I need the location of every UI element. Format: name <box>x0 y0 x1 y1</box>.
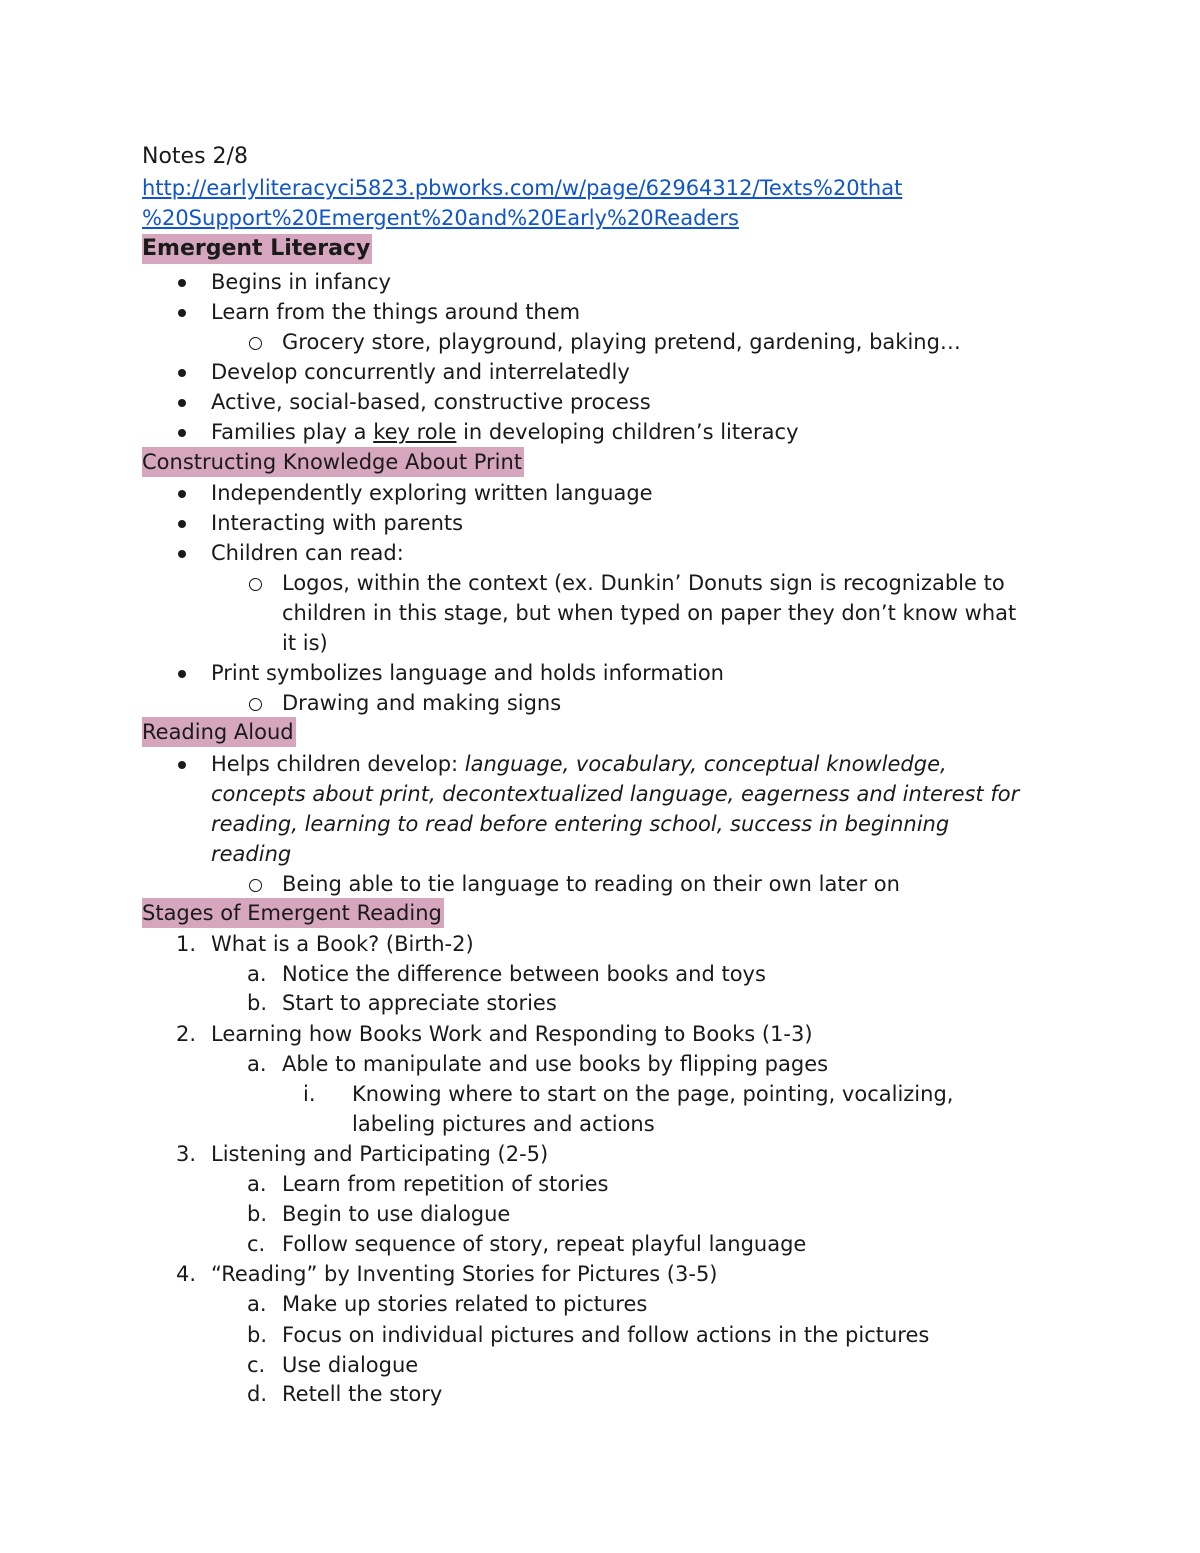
list-subitem: Drawing and making signs <box>282 691 562 715</box>
list-item-continued: reading, learning to read before entering school, success in beginning <box>211 812 950 836</box>
heading-reading-aloud: Reading Aloud <box>142 717 296 747</box>
list-item: Begins in infancy <box>211 270 391 294</box>
list-item-continued: reading <box>211 842 292 866</box>
bullet-icon <box>178 670 186 678</box>
list-item: Children can read: <box>211 541 404 565</box>
page-title: Notes 2/8 <box>142 144 248 169</box>
list-letter: d. <box>247 1382 268 1406</box>
bullet-icon <box>178 429 186 437</box>
list-item: Listening and Participating (2-5) <box>211 1142 549 1166</box>
list-subitem: Focus on individual pictures and follow actions in the pictures <box>282 1323 930 1347</box>
heading-emergent-literacy: Emergent Literacy <box>142 234 372 264</box>
bullet-icon <box>178 309 186 317</box>
list-subsubitem-continued: labeling pictures and actions <box>352 1112 655 1136</box>
list-subitem: Logos, within the context (ex. Dunkin’ Donuts sign is recognizable to <box>282 571 1005 595</box>
list-number: 2. <box>176 1022 197 1046</box>
list-item: Learning how Books Work and Responding to Books (1-3) <box>211 1022 813 1046</box>
list-subitem: Follow sequence of story, repeat playful language <box>282 1232 807 1256</box>
heading-stages: Stages of Emergent Reading <box>142 898 444 928</box>
heading-constructing-knowledge: Constructing Knowledge About Print <box>142 447 524 477</box>
list-item: “Reading” by Inventing Stories for Pictures (3-5) <box>211 1262 718 1286</box>
bullet-icon <box>178 550 186 558</box>
list-subitem-continued: it is) <box>282 631 328 655</box>
list-letter: a. <box>247 1172 267 1196</box>
hollow-bullet-icon <box>249 578 262 591</box>
bullet-icon <box>178 761 186 769</box>
list-item-text: Families play a <box>211 420 374 444</box>
list-subitem: Use dialogue <box>282 1353 419 1377</box>
list-item: Interacting with parents <box>211 511 464 535</box>
source-link-line-2[interactable]: %20Support%20Emergent%20and%20Early%20Readers <box>142 206 739 230</box>
list-subitem: Grocery store, playground, playing pretend, gardening, baking… <box>282 330 961 354</box>
bullet-icon <box>178 279 186 287</box>
list-letter: b. <box>247 1323 268 1347</box>
list-number: 1. <box>176 932 197 956</box>
bullet-icon <box>178 369 186 377</box>
underlined-text: key role <box>373 420 457 444</box>
hollow-bullet-icon <box>249 879 262 892</box>
list-item: Print symbolizes language and holds information <box>211 661 724 685</box>
list-letter: a. <box>247 962 267 986</box>
list-letter: a. <box>247 1052 267 1076</box>
list-item: Independently exploring written language <box>211 481 653 505</box>
list-subitem: Retell the story <box>282 1382 443 1406</box>
bullet-icon <box>178 399 186 407</box>
list-item <box>211 417 799 447</box>
list-item: Active, social-based, constructive process <box>211 390 651 414</box>
list-letter: a. <box>247 1292 267 1316</box>
list-subitem: Notice the difference between books and toys <box>282 962 766 986</box>
hollow-bullet-icon <box>249 698 262 711</box>
list-subitem: Make up stories related to pictures <box>282 1292 648 1316</box>
list-item-text: Helps children develop: <box>211 752 465 776</box>
list-roman: i. <box>303 1082 316 1106</box>
list-subitem: Able to manipulate and use books by flipping pages <box>282 1052 829 1076</box>
bullet-icon <box>178 520 186 528</box>
list-item-continued: concepts about print, decontextualized language, eagerness and interest for <box>211 782 1020 806</box>
list-subsubitem: Knowing where to start on the page, pointing, vocalizing, <box>352 1082 954 1106</box>
list-item: What is a Book? (Birth-2) <box>211 932 474 956</box>
list-item-text: in developing children’s literacy <box>456 420 799 444</box>
list-letter: b. <box>247 991 268 1015</box>
list-subitem: Learn from repetition of stories <box>282 1172 609 1196</box>
list-number: 3. <box>176 1142 197 1166</box>
bullet-icon <box>178 490 186 498</box>
source-link-line-1[interactable]: http://earlyliteracyci5823.pbworks.com/w/page/62964312/Texts%20that <box>142 176 903 200</box>
list-subitem-continued: children in this stage, but when typed on paper they don’t know what <box>282 601 1017 625</box>
hollow-bullet-icon <box>249 337 262 350</box>
list-letter: c. <box>247 1232 266 1256</box>
list-letter: c. <box>247 1353 266 1377</box>
list-letter: b. <box>247 1202 268 1226</box>
list-subitem: Being able to tie language to reading on their own later on <box>282 872 900 896</box>
list-item <box>211 749 947 779</box>
list-subitem: Start to appreciate stories <box>282 991 557 1015</box>
list-subitem: Begin to use dialogue <box>282 1202 511 1226</box>
list-item: Learn from the things around them <box>211 300 581 324</box>
italic-text: language, vocabulary, conceptual knowledge, <box>464 752 947 776</box>
list-item: Develop concurrently and interrelatedly <box>211 360 630 384</box>
list-number: 4. <box>176 1262 197 1286</box>
